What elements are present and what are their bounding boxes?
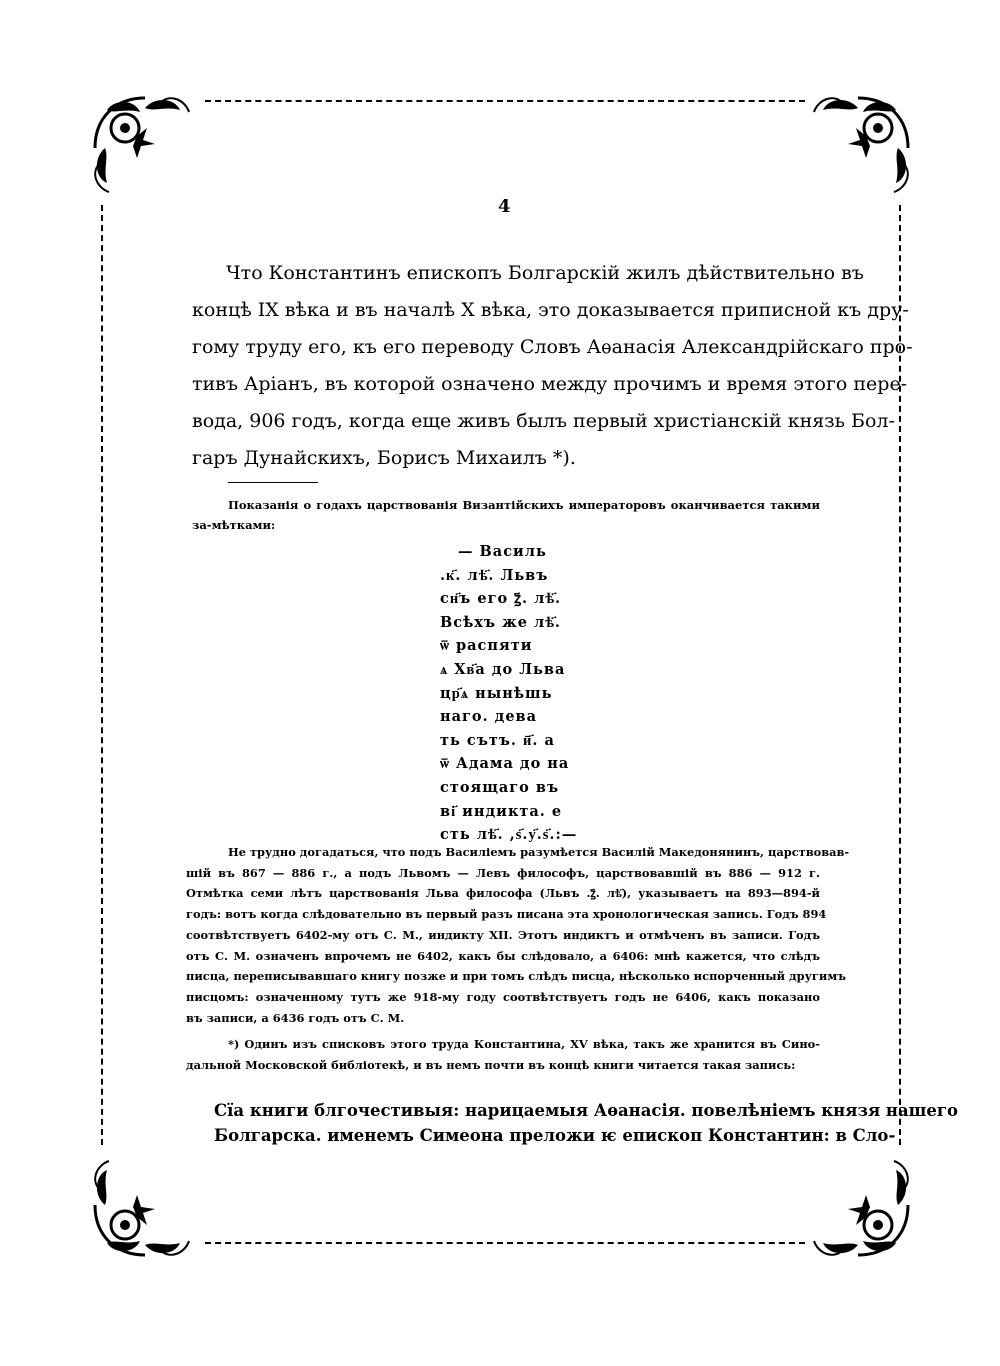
page-number: 4 <box>498 196 511 217</box>
corner-ornament-bottom-left <box>85 1145 205 1265</box>
slavonic-quotation <box>440 540 590 847</box>
floral-scroll-icon <box>85 1145 205 1265</box>
note-line: въ записи, а 6436 годъ отъ С. М. <box>186 1010 405 1025</box>
note-line: писца, переписывавшаго книгу позже и при томъ слѣдъ писца, нѣсколько испорченный другимъ <box>186 969 846 984</box>
quote-line: — Василь <box>458 543 547 560</box>
corner-ornament-bottom-right <box>798 1145 918 1265</box>
quote-line: ѿ распяти <box>440 637 533 655</box>
note-line: соотвѣтствуетъ 6402-му отъ С. М., индикту XII. Этотъ индиктъ и отмѣченъ въ записи. Годъ <box>186 927 820 942</box>
text-line: тивъ Аріанъ, въ которой означено между прочимъ и время этого пере- <box>192 373 908 395</box>
quote-line: .к҃. лѣ҃. Львъ <box>440 566 549 584</box>
quote-line: ѧ Хв҃а до Льва <box>440 660 566 678</box>
text-line: гаръ Дунайскихъ, Борисъ Михаилъ *). <box>192 447 576 469</box>
quote-line: наго. дева <box>440 708 538 726</box>
note-line: Не трудно догадаться, что подъ Василіемъ разумѣется Василій Македонянинъ, царствовав- <box>228 845 850 859</box>
quote-line: сн҃ъ его ꙁ҃. лѣ҃. <box>440 590 562 608</box>
border-bottom <box>205 1242 805 1244</box>
text-line: вода, 906 годъ, когда еще живъ былъ первый христіанскій князь Бол- <box>192 410 895 432</box>
border-left <box>101 205 103 1145</box>
main-paragraph <box>192 255 913 477</box>
corner-ornament-top-right <box>798 88 918 208</box>
quote-line: Всѣхъ же лѣ҃. <box>440 613 561 631</box>
floral-scroll-icon <box>798 1145 918 1265</box>
floral-scroll-icon <box>798 88 918 208</box>
note-intro-text: Показанія о годахъ царствованія Византійскихъ императоровъ оканчивается такими за-мѣтками: <box>192 498 820 532</box>
inscription-line: Болгарска. именемъ Симеона преложи ѥ епископ Константин: в Сло- <box>214 1126 896 1145</box>
note-intro <box>192 495 820 535</box>
note-line: годъ: вотъ когда слѣдовательно въ первый разъ писана эта хронологическая запись. Годъ 894 <box>186 907 827 922</box>
quote-line: ть сътъ. ӣ҃. а <box>440 731 555 749</box>
note-body <box>186 842 850 1076</box>
quote-line: цр҃ѧ нынѣшь <box>440 684 553 702</box>
note-line: шій въ 867 — 886 г., а подъ Львомъ — Левъ философъ, царствовавшій въ 886 — 912 г. <box>186 865 820 880</box>
quote-line: стоящаго въ <box>440 778 560 796</box>
footnote-line: дальной Московской библіотекѣ, и въ немъ почти въ концѣ книги читается такая запись: <box>186 1058 796 1073</box>
note-line: отъ С. М. означенъ впрочемъ не 6402, какъ бы слѣдовало, а 6406: мнѣ кажется, что слѣдъ <box>186 948 820 963</box>
quote-line: сть лѣ҃. ,ѕ҃.у҃.ѕ҃.:— <box>440 826 578 844</box>
footnote-line: *) Одинъ изъ списковъ этого труда Константина, XV вѣка, такъ же хранится въ Сино- <box>228 1037 820 1052</box>
text-line: гому труду его, къ его переводу Словъ Аѳанасія Александрійскаго про- <box>192 336 913 358</box>
note-line: писцомъ: означенному тутъ же 918-му году соотвѣтствуетъ годъ не 6406, какъ показано <box>186 989 820 1004</box>
border-top <box>205 100 805 102</box>
quote-line: ѿ Адама до на <box>440 755 570 773</box>
text-line: концѣ IX вѣка и въ началѣ X вѣка, это доказывается приписной къ дру- <box>192 299 909 321</box>
text-line: Что Константинъ епископъ Болгарскій жилъ дѣйствительно въ <box>226 262 864 284</box>
note-line: Отмѣтка семи лѣтъ царствованія Льва философа (Львъ .ꙁ҃. лѣ҃), указываетъ на 893—894-й <box>186 886 820 901</box>
inscription-line: Сїа книги блгочестивыя: нарицаемыя Аѳанасія. повелѣніемъ князя нашего <box>214 1101 959 1120</box>
quote-line: ві҃ индикта. е <box>440 802 563 820</box>
footnote-rule <box>228 482 318 483</box>
slavonic-inscription <box>214 1098 959 1148</box>
floral-scroll-icon <box>85 88 205 208</box>
corner-ornament-top-left <box>85 88 205 208</box>
